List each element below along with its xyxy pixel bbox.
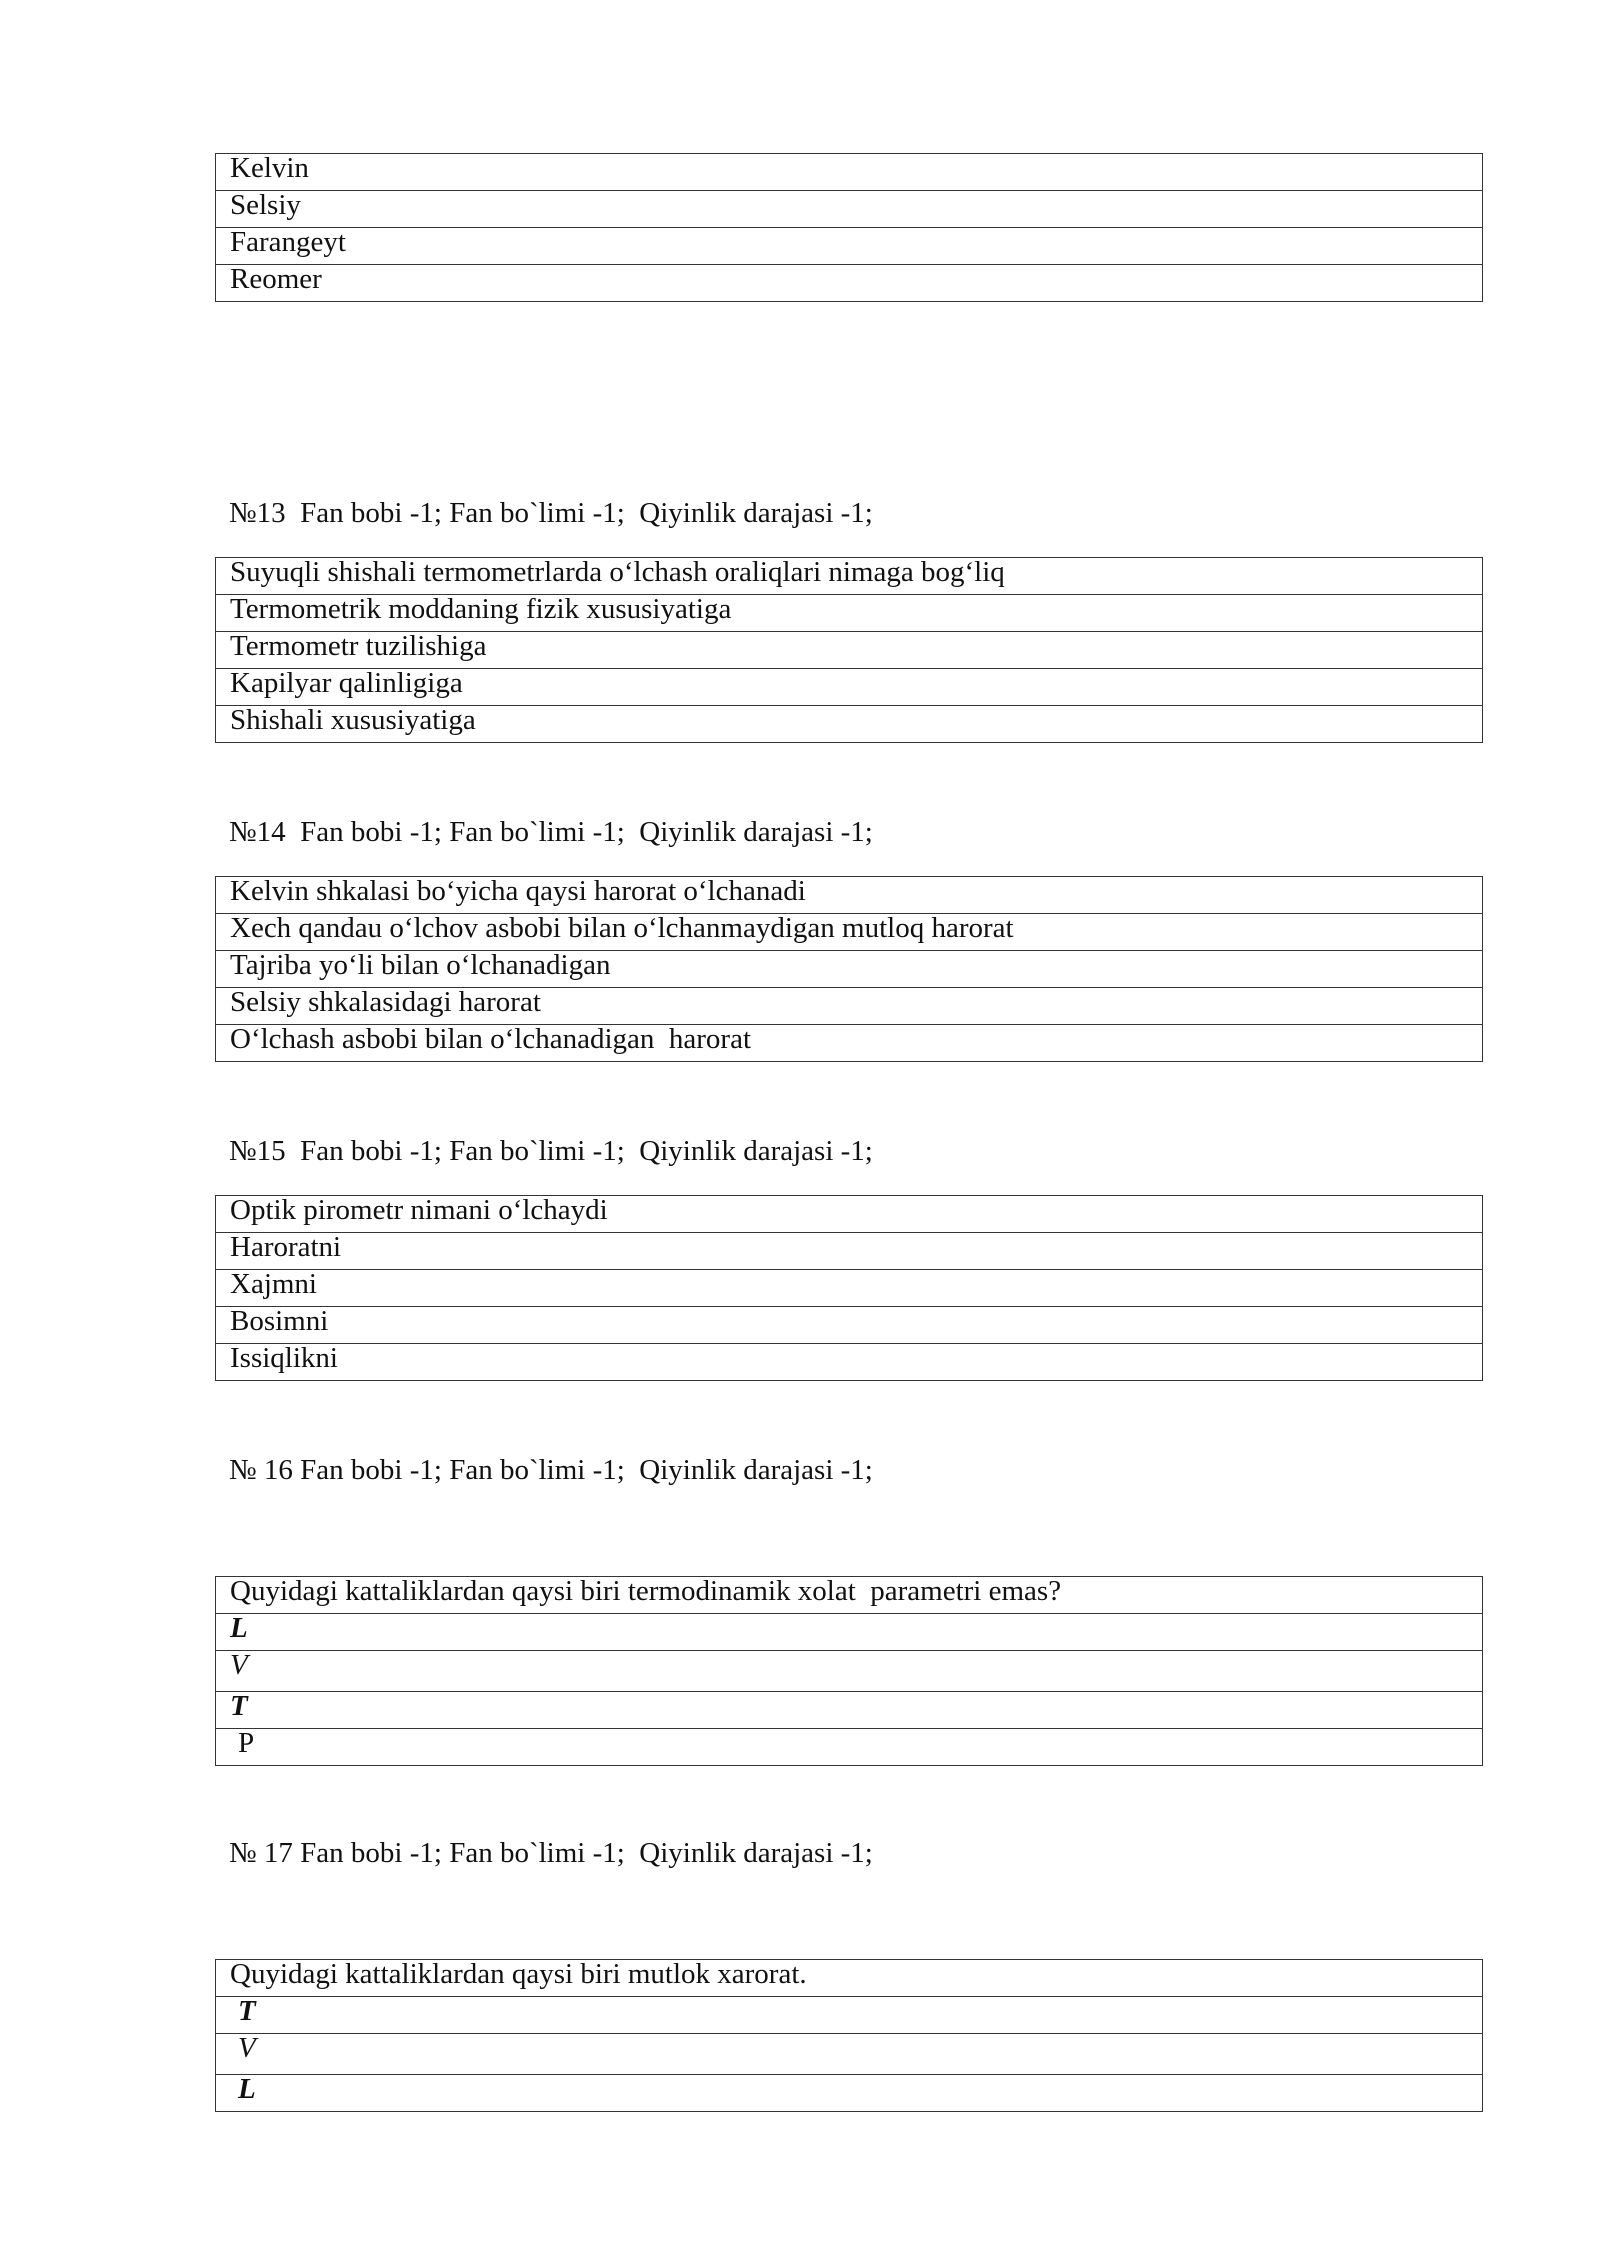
answer-option-symbol: T: [216, 1997, 1483, 2034]
answer-option: Issiqlikni: [216, 1344, 1483, 1381]
answer-table-q12: [215, 153, 1483, 302]
table-row: [216, 1614, 1483, 1651]
question-heading-15: №15 Fan bobi -1; Fan bo`limi -1; Qiyinlik darajasi -1;: [229, 1135, 873, 1167]
question-row: [216, 558, 1483, 595]
question-heading-16: № 16 Fan bobi -1; Fan bo`limi -1; Qiyinlik darajasi -1;: [229, 1454, 873, 1486]
question-row: [216, 1196, 1483, 1233]
table-row: [216, 706, 1483, 743]
table-row: [216, 1025, 1483, 1062]
answer-option: Xajmni: [216, 1270, 1483, 1307]
question-row: [216, 877, 1483, 914]
question-text: Kelvin shkalasi bo‘yicha qaysi harorat o‘lchanadi: [216, 877, 1483, 914]
table-row: [216, 988, 1483, 1025]
answer-table-q13: [215, 557, 1483, 743]
table-row: [216, 228, 1483, 265]
question-row: [216, 1577, 1483, 1614]
question-text: Quyidagi kattaliklardan qaysi biri mutlok xarorat.: [216, 1960, 1483, 1997]
answer-option: Xech qandau o‘lchov asbobi bilan o‘lchanmaydigan mutloq harorat: [216, 914, 1483, 951]
table-cell: Reomer: [216, 265, 1483, 302]
table-row: [216, 951, 1483, 988]
table-cell: Farangeyt: [216, 228, 1483, 265]
table-row: [216, 1344, 1483, 1381]
question-text: Suyuqli shishali termometrlarda o‘lchash oraliqlari nimaga bog‘liq: [216, 558, 1483, 595]
question-heading-13: №13 Fan bobi -1; Fan bo`limi -1; Qiyinlik darajasi -1;: [229, 497, 873, 529]
table-row: [216, 632, 1483, 669]
table-row: [216, 595, 1483, 632]
table-row: [216, 1307, 1483, 1344]
table-row: [216, 1651, 1483, 1692]
answer-option: Termometr tuzilishiga: [216, 632, 1483, 669]
question-row: [216, 1960, 1483, 1997]
answer-option: Bosimni: [216, 1307, 1483, 1344]
answer-table-q14: [215, 876, 1483, 1062]
answer-table-q15: [215, 1195, 1483, 1381]
table-cell: Selsiy: [216, 191, 1483, 228]
answer-option-symbol: L: [216, 1614, 1483, 1651]
answer-table-q17: [215, 1959, 1483, 2112]
table-row: [216, 2075, 1483, 2112]
answer-option: Haroratni: [216, 1233, 1483, 1270]
table-row: [216, 154, 1483, 191]
question-heading-17: № 17 Fan bobi -1; Fan bo`limi -1; Qiyinlik darajasi -1;: [229, 1837, 873, 1869]
table-row: [216, 1270, 1483, 1307]
table-row: [216, 1729, 1483, 1766]
table-row: [216, 265, 1483, 302]
question-heading-14: №14 Fan bobi -1; Fan bo`limi -1; Qiyinlik darajasi -1;: [229, 816, 873, 848]
table-row: [216, 1233, 1483, 1270]
table-row: [216, 1997, 1483, 2034]
answer-option-symbol: V: [216, 1651, 1483, 1692]
table-row: [216, 914, 1483, 951]
answer-option: Termometrik moddaning fizik xususiyatiga: [216, 595, 1483, 632]
question-text: Quyidagi kattaliklardan qaysi biri termodinamik xolat parametri emas?: [216, 1577, 1483, 1614]
answer-table-q16: [215, 1576, 1483, 1766]
answer-option-symbol: L: [216, 2075, 1483, 2112]
table-row: [216, 191, 1483, 228]
answer-option: Tajriba yo‘li bilan o‘lchanadigan: [216, 951, 1483, 988]
answer-option-symbol: T: [216, 1692, 1483, 1729]
table-cell: Kelvin: [216, 154, 1483, 191]
table-row: [216, 669, 1483, 706]
answer-option-symbol: V: [216, 2034, 1483, 2075]
answer-option: O‘lchash asbobi bilan o‘lchanadigan harorat: [216, 1025, 1483, 1062]
answer-option-symbol: P: [216, 1729, 1483, 1766]
answer-option: Kapilyar qalinligiga: [216, 669, 1483, 706]
table-row: [216, 1692, 1483, 1729]
table-row: [216, 2034, 1483, 2075]
answer-option: Shishali xususiyatiga: [216, 706, 1483, 743]
answer-option: Selsiy shkalasidagi harorat: [216, 988, 1483, 1025]
question-text: Optik pirometr nimani o‘lchaydi: [216, 1196, 1483, 1233]
